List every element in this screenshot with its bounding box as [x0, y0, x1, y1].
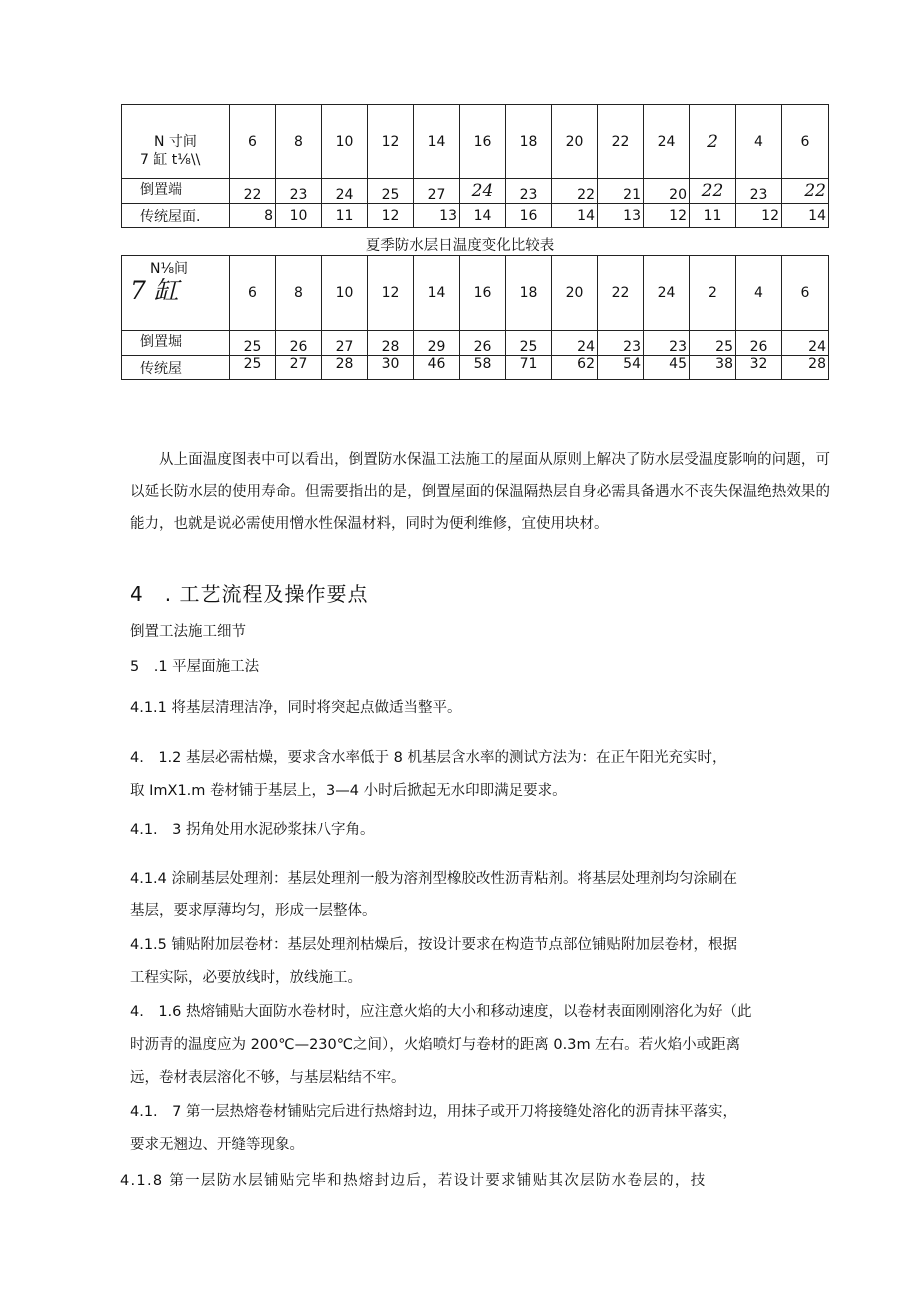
table2-corner-line2: 7 缸 — [130, 276, 179, 305]
step-4-1-6-line2: 时沥青的温度应为 200℃—230℃之间），火焰喷灯与卷材的距离 0.3m 左右。若火焰小或距离 — [130, 1037, 741, 1053]
value-cell: 21 — [598, 179, 644, 204]
value-cell: 20 — [644, 179, 690, 204]
value-cell: 13 — [598, 204, 644, 228]
time-cell: 24 — [644, 105, 690, 179]
table2-header-row — [122, 256, 829, 331]
value-cell: 23 — [598, 331, 644, 356]
step-4-1-7-line2: 要求无翘边、开缝等现象。 — [130, 1137, 304, 1153]
table2-row-traditional — [122, 356, 829, 380]
table1-corner-line1: N 寸间 — [154, 133, 197, 150]
value-cell: 24 — [552, 331, 598, 356]
table1-row-traditional — [122, 204, 829, 228]
value-cell: 25 — [230, 331, 276, 356]
step-4-1-4-line1: 4.1.4 涂刷基层处理剂：基层处理剂一般为溶剂型橡胶改性沥青粘剂。将基层处理剂均匀涂刷在 — [130, 871, 737, 887]
value-cell: 13 — [414, 204, 460, 228]
value-cell: 26 — [276, 331, 322, 356]
value-cell: 12 — [644, 204, 690, 228]
subheading-details: 倒置工法施工细节 — [130, 624, 246, 640]
table-caption: 夏季防水层日温度变化比较表 — [365, 238, 555, 254]
temperature-table-1 — [121, 104, 829, 228]
value-cell: 25 — [230, 356, 276, 380]
value-cell: 12 — [368, 204, 414, 228]
value-cell: 28 — [368, 331, 414, 356]
step-4-1-3: 4.1. 3 拐角处用水泥砂浆抹八字角。 — [130, 822, 375, 838]
value-cell: 11 — [690, 204, 736, 228]
time-cell: 8 — [276, 256, 322, 331]
value-cell: 28 — [322, 356, 368, 380]
time-cell: 6 — [230, 256, 276, 331]
value-cell: 24 — [460, 179, 506, 204]
time-cell: 8 — [276, 105, 322, 179]
value-cell: 46 — [414, 356, 460, 380]
value-cell: 10 — [276, 204, 322, 228]
table1-row-inverted — [122, 179, 829, 204]
value-cell: 22 — [690, 179, 736, 204]
value-cell: 27 — [322, 331, 368, 356]
step-4-1-8: 4.1.8 第一层防水层铺贴完毕和热熔封边后，若设计要求铺贴其次层防水卷层的，技 — [120, 1173, 707, 1189]
value-cell: 26 — [460, 331, 506, 356]
value-cell: 27 — [276, 356, 322, 380]
value-cell: 11 — [322, 204, 368, 228]
value-cell: 27 — [414, 179, 460, 204]
value-cell: 12 — [736, 204, 782, 228]
value-cell: 22 — [552, 179, 598, 204]
time-cell: 24 — [644, 256, 690, 331]
time-cell: 2 — [690, 105, 736, 179]
value-cell: 45 — [644, 356, 690, 380]
conclusion-paragraph: 从上面温度图表中可以看出，倒置防水保温工法施工的屋面从原则上解决了防水层受温度影响的问题，可以延长防水层的使用寿命。但需要指出的是，倒置屋面的保温隔热层自身必需具备遇水不丧失保温绝热效果的能力，也就是说必需使用憎水性保温材料，同时为便利维修，宜使用块材。 — [130, 452, 830, 532]
time-cell: 10 — [322, 256, 368, 331]
time-cell: 12 — [368, 105, 414, 179]
value-cell: 22 — [782, 179, 829, 204]
step-4-1-6-line3: 远，卷材表层溶化不够，与基层粘结不牢。 — [130, 1070, 406, 1086]
table1-corner-line2: 7 缸 t⅛\\ — [140, 151, 201, 168]
value-cell: 23 — [644, 331, 690, 356]
value-cell: 14 — [552, 204, 598, 228]
value-cell: 16 — [506, 204, 552, 228]
time-cell: 12 — [368, 256, 414, 331]
value-cell: 38 — [690, 356, 736, 380]
step-4-1-7-line1: 4.1. 7 第一层热熔卷材铺贴完后进行热熔封边，用抹子或开刀将接缝处溶化的沥青抹平落实， — [130, 1104, 737, 1120]
table1-corner-cell — [122, 105, 230, 179]
value-cell: 14 — [460, 204, 506, 228]
time-cell: 4 — [736, 105, 782, 179]
step-4-1-2-line1: 4. 1.2 基层必需枯燥，要求含水率低于 8 机基层含水率的测试方法为：在正午阳光充实时， — [130, 750, 727, 766]
table1-header-row — [122, 105, 829, 179]
time-cell: 16 — [460, 256, 506, 331]
value-cell: 54 — [598, 356, 644, 380]
row-label: 倒置端 — [122, 179, 230, 204]
time-cell: 18 — [506, 105, 552, 179]
value-cell: 8 — [230, 204, 276, 228]
value-cell: 58 — [460, 356, 506, 380]
table2-row-inverted — [122, 331, 829, 356]
value-cell: 23 — [276, 179, 322, 204]
subheading-flat-roof: 5 .1 平屋面施工法 — [130, 659, 260, 675]
time-cell: 20 — [552, 105, 598, 179]
row-label: 倒置堀 — [122, 331, 230, 356]
time-cell: 22 — [598, 256, 644, 331]
time-cell: 6 — [782, 105, 829, 179]
row-label: 传统屋 — [122, 356, 230, 380]
value-cell: 26 — [736, 331, 782, 356]
value-cell: 62 — [552, 356, 598, 380]
step-4-1-4-line2: 基层，要求厚薄均匀，形成一层整体。 — [130, 903, 377, 919]
step-4-1-2-line2: 取 ImX1.m 卷材铺于基层上，3—4 小时后掀起无水印即满足要求。 — [130, 783, 567, 799]
value-cell: 32 — [736, 356, 782, 380]
value-cell: 25 — [506, 331, 552, 356]
time-cell: 14 — [414, 256, 460, 331]
row-label: 传统屋面. — [122, 204, 230, 228]
value-cell: 24 — [782, 331, 829, 356]
step-4-1-5-line1: 4.1.5 铺贴附加层卷材：基层处理剂枯燥后，按设计要求在构造节点部位铺贴附加层卷材，根据 — [130, 937, 737, 953]
section-heading: 4 . 工艺流程及操作要点 — [130, 582, 369, 606]
time-cell: 18 — [506, 256, 552, 331]
time-cell: 20 — [552, 256, 598, 331]
value-cell: 29 — [414, 331, 460, 356]
value-cell: 30 — [368, 356, 414, 380]
value-cell: 25 — [368, 179, 414, 204]
value-cell: 14 — [782, 204, 829, 228]
value-cell: 28 — [782, 356, 829, 380]
time-cell: 10 — [322, 105, 368, 179]
table2-corner-line1: N⅛间 — [150, 261, 189, 277]
time-cell: 4 — [736, 256, 782, 331]
time-cell: 14 — [414, 105, 460, 179]
value-cell: 25 — [690, 331, 736, 356]
value-cell: 23 — [736, 179, 782, 204]
step-4-1-6-line1: 4. 1.6 热熔铺贴大面防水卷材时，应注意火焰的大小和移动速度，以卷材表面刚刚溶化为好（此 — [130, 1004, 752, 1020]
time-cell: 16 — [460, 105, 506, 179]
value-cell: 23 — [506, 179, 552, 204]
time-cell: 22 — [598, 105, 644, 179]
step-4-1-1: 4.1.1 将基层清理洁净，同时将突起点做适当整平。 — [130, 700, 462, 716]
table2-corner-cell — [122, 256, 230, 331]
time-cell: 2 — [690, 256, 736, 331]
step-4-1-5-line2: 工程实际，必要放线时，放线施工。 — [130, 970, 362, 986]
value-cell: 22 — [230, 179, 276, 204]
temperature-table-2 — [121, 255, 829, 380]
time-cell: 6 — [782, 256, 829, 331]
time-cell: 6 — [230, 105, 276, 179]
value-cell: 71 — [506, 356, 552, 380]
value-cell: 24 — [322, 179, 368, 204]
